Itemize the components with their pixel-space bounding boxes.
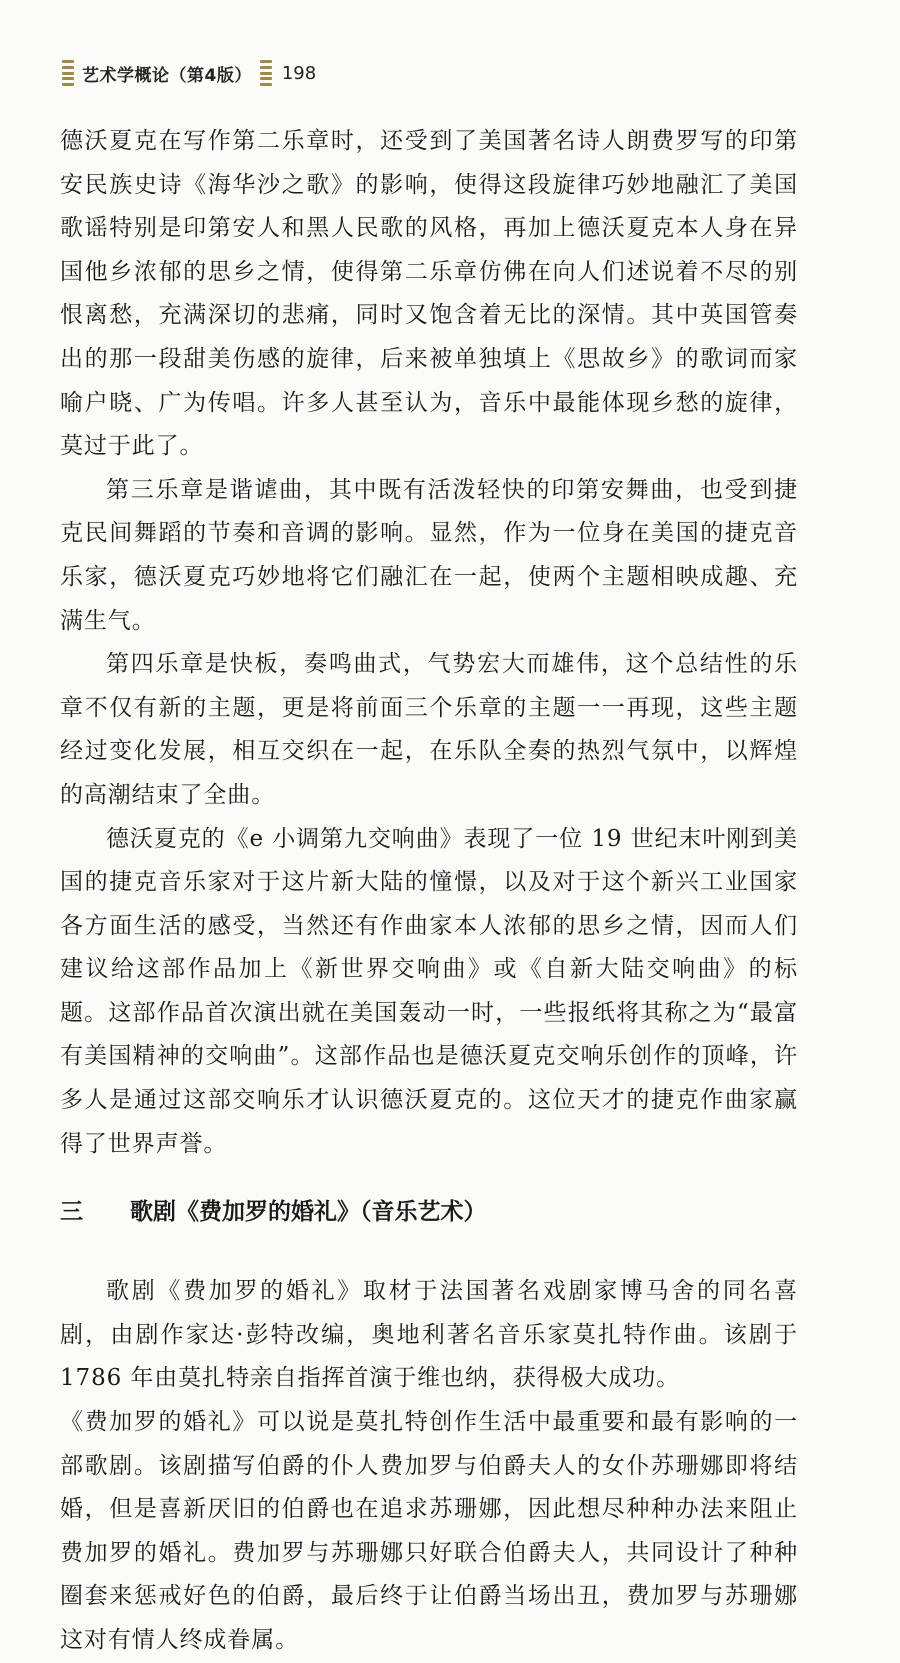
section-title: 歌剧《费加罗的婚礼》（音乐艺术）	[130, 1199, 487, 1226]
page-number: 198	[281, 62, 317, 84]
paragraph: 歌剧《费加罗的婚礼》取材于法国著名戏剧家博马舍的同名喜剧，由剧作家达·彭特改编，奥地利著名音乐家莫扎特作曲。该剧于 1786 年由莫扎特亲自指挥首演于维也纳，获得极大成功。	[60, 1278, 798, 1392]
section-number: 三	[60, 1199, 83, 1226]
paragraph: 第三乐章是谐谑曲，其中既有活泼轻快的印第安舞曲，也受到捷克民间舞蹈的节奏和音调的影响。显然，作为一位身在美国的捷克音乐家，德沃夏克巧妙地将它们融汇在一起，使两个主题相映成趣、充满生气。	[60, 476, 798, 634]
header-ornament-icon	[62, 60, 74, 86]
paragraph: 第四乐章是快板，奏鸣曲式，气势宏大而雄伟，这个总结性的乐章不仅有新的主题，更是将前面三个乐章的主题一一再现，这些主题经过变化发展，相互交织在一起，在乐队全奏的热烈气氛中，以辉煌的高潮结束了全曲。	[60, 651, 798, 808]
section-heading	[60, 1190, 798, 1234]
paragraph: 《费加罗的婚礼》可以说是莫扎特创作生活中最重要和最有影响的一部歌剧。该剧描写伯爵的仆人费加罗与伯爵夫人的女仆苏珊娜即将结婚，但是喜新厌旧的伯爵也在追求苏珊娜，因此想尽种种办法来阻止费加罗的婚礼。费加罗与苏珊娜只好联合伯爵夫人，共同设计了种种圈套来惩戒好色的伯爵，最后终于让伯爵当场出丑，费加罗与苏珊娜这对有情人终成眷属。	[60, 1409, 798, 1653]
paragraph: 德沃夏克在写作第二乐章时，还受到了美国著名诗人朗费罗写的印第安民族史诗《海华沙之歌》的影响，使得这段旋律巧妙地融汇了美国歌谣特别是印第安人和黑人民歌的风格，再加上德沃夏克本人身在异国他乡浓郁的思乡之情，使得第二乐章仿佛在向人们述说着不尽的别恨离愁，充满深切的悲痛，同时又饱含着无比的深情。其中英国管奏出的那一段甜美伤感的旋律，后来被单独填上《思故乡》的歌词而家喻户晓、广为传唱。许多人甚至认为，音乐中最能体现乡愁的旋律，莫过于此了。	[60, 128, 798, 460]
paragraph: 德沃夏克的《e 小调第九交响曲》表现了一位 19 世纪末叶刚到美国的捷克音乐家对于这片新大陆的憧憬，以及对于这个新兴工业国家各方面生活的感受，当然还有作曲家本人浓郁的思乡之情，因而人们建议给这部作品加上《新世界交响曲》或《自新大陆交响曲》的标题。这部作品首次演出就在美国轰动一时，一些报纸将其称之为“最富有美国精神的交响曲”。这部作品也是德沃夏克交响乐创作的顶峰，许多人是通过这部交响乐才认识德沃夏克的。这位天才的捷克作曲家赢得了世界声誉。	[60, 825, 798, 1157]
page-body	[60, 120, 798, 1663]
running-head	[62, 58, 316, 88]
header-ornament-icon	[260, 60, 272, 86]
book-title: 艺术学概论（第4版）	[82, 65, 252, 86]
